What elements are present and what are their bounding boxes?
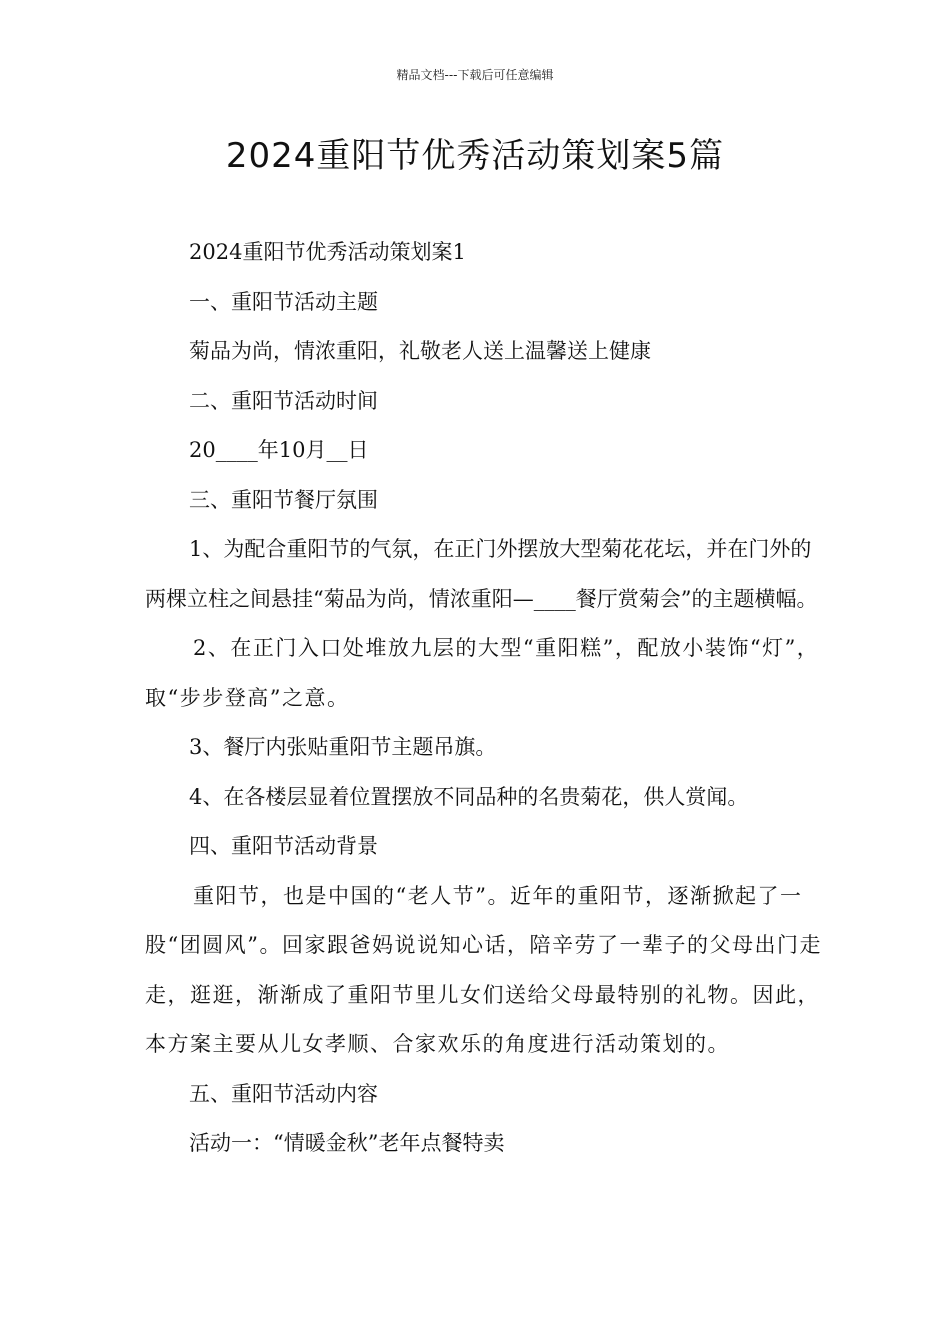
section-heading: 二、重阳节活动时间 <box>189 388 378 413</box>
document-body <box>145 228 825 1169</box>
section-heading: 四、重阳节活动背景 <box>189 834 378 858</box>
paragraph: 菊品为尚，情浓重阳，礼敬老人送上温馨送上健康 <box>189 339 651 363</box>
section-heading: 2024重阳节优秀活动策划案1 <box>189 240 466 264</box>
page-header: 精品文档---下载后可任意编辑 <box>396 68 554 82</box>
paragraph: 20____年10月__日 <box>189 438 369 462</box>
paragraph: 活动一：“情暖金秋”老年点餐特卖 <box>189 1131 505 1155</box>
paragraph: 2、在正门入口处堆放九层的大型“重阳糕”，配放小装饰“灯”，取“步步登高”之意。 <box>145 636 820 710</box>
section-heading: 三、重阳节餐厅氛围 <box>189 487 378 512</box>
paragraph: 重阳节，也是中国的“老人节”。近年的重阳节，逐渐掀起了一股“团圆风”。回家跟爸妈说说知心话，陪辛劳了一辈子的父母出门走走，逛逛，渐渐成了重阳节里儿女们送给父母最特别的礼物。因此，本方案主要从儿女孝顺、合家欢乐的角度进行活动策划的。 <box>145 883 822 1056</box>
section-heading: 一、重阳节活动主题 <box>189 289 378 314</box>
paragraph: 3、餐厅内张贴重阳节主题吊旗。 <box>189 735 497 759</box>
document-title: 2024重阳节优秀活动策划案5篇 <box>225 136 725 176</box>
paragraph: 1、为配合重阳节的气氛，在正门外摆放大型菊花花坛，并在门外的两棵立柱之间悬挂“菊品为尚，情浓重阳—____餐厅赏菊会”的主题横幅。 <box>145 537 818 611</box>
paragraph: 4、在各楼层显着位置摆放不同品种的名贵菊花，供人赏闻。 <box>189 784 749 809</box>
section-heading: 五、重阳节活动内容 <box>189 1081 378 1106</box>
